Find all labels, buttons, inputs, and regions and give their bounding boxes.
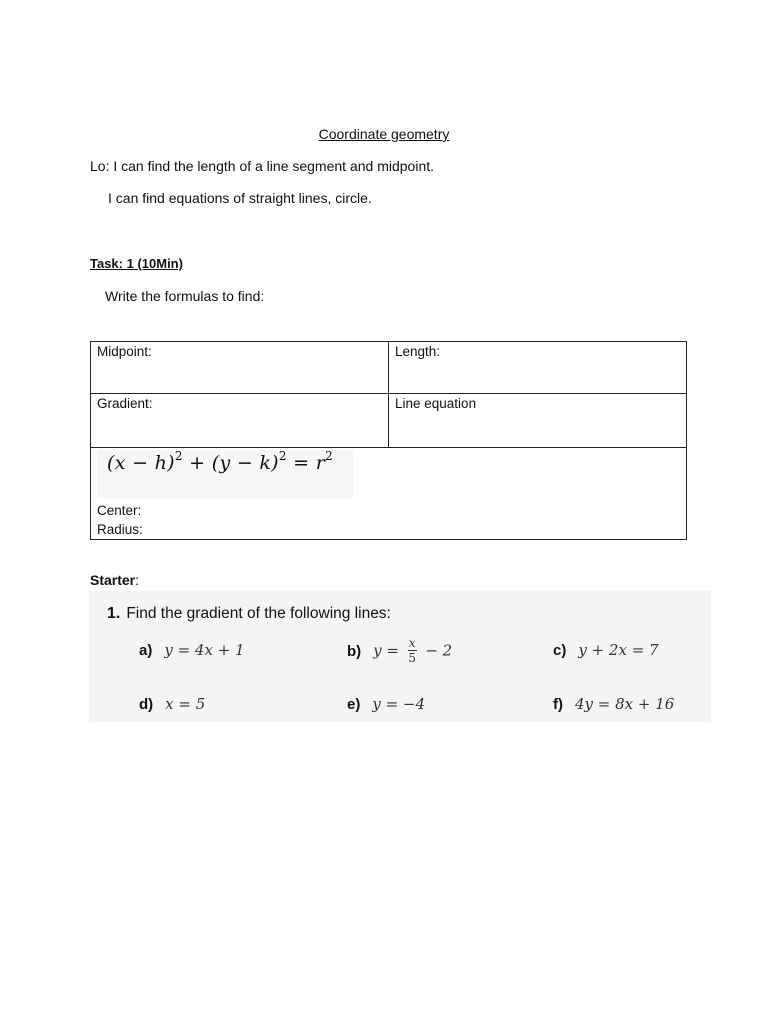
task-heading: Task: 1 (10Min) [90, 256, 183, 271]
line-equation-cell[interactable]: Line equation [395, 396, 477, 411]
question-item-a [139, 641, 245, 659]
question-item-label: b) [347, 642, 362, 660]
length-cell[interactable]: Length: [395, 344, 441, 359]
question-item-b [347, 637, 452, 666]
question-item-e [347, 695, 425, 713]
question-item-expression: y = −4 [372, 695, 426, 713]
question-title [107, 605, 391, 623]
question-item-label: e) [347, 695, 361, 713]
gradient-cell[interactable]: Gradient: [97, 396, 153, 411]
question-item-expression [373, 637, 452, 666]
question-number: 1. [107, 605, 121, 622]
circle-equation: $(x - h)^2 + (y - k)^2 = r^2$ [107, 449, 334, 474]
learning-objective-2: I can find equations of straight lines, circle. [108, 190, 372, 206]
table-divider-row-2 [91, 447, 686, 448]
question-item-c [553, 641, 659, 659]
learning-objective-1: Lo: I can find the length of a line segment and midpoint. [90, 158, 435, 174]
starter-heading-colon: : [135, 572, 140, 588]
question-text: Find the gradient of the following lines: [126, 605, 391, 622]
question-item-label: a) [139, 641, 153, 659]
radius-label[interactable]: Radius: [97, 522, 143, 537]
question-item-label: c) [553, 641, 567, 659]
question-item-f [553, 695, 674, 713]
question-item-label: d) [139, 695, 154, 713]
starter-heading [90, 572, 139, 588]
fraction-numerator: x [408, 636, 416, 650]
fraction [408, 637, 417, 666]
fraction-denominator: 5 [408, 651, 416, 666]
expression-prefix: y = [373, 641, 399, 660]
question-item-d [139, 695, 205, 713]
question-item-expression: x = 5 [165, 695, 206, 713]
starter-question-panel [89, 591, 711, 722]
question-item-expression: y + 2x = 7 [578, 641, 659, 659]
task-instruction: Write the formulas to find: [105, 288, 265, 304]
question-item-label: f) [553, 695, 563, 713]
expression-suffix: − 2 [425, 641, 453, 660]
page-title: Coordinate geometry [318, 126, 450, 142]
center-label[interactable]: Center: [97, 503, 142, 518]
question-item-expression: 4y = 8x + 16 [575, 695, 675, 713]
formula-table [90, 341, 687, 540]
starter-heading-label: Starter [90, 572, 136, 588]
midpoint-cell[interactable]: Midpoint: [97, 344, 152, 359]
question-item-expression: y = 4x + 1 [164, 641, 245, 659]
